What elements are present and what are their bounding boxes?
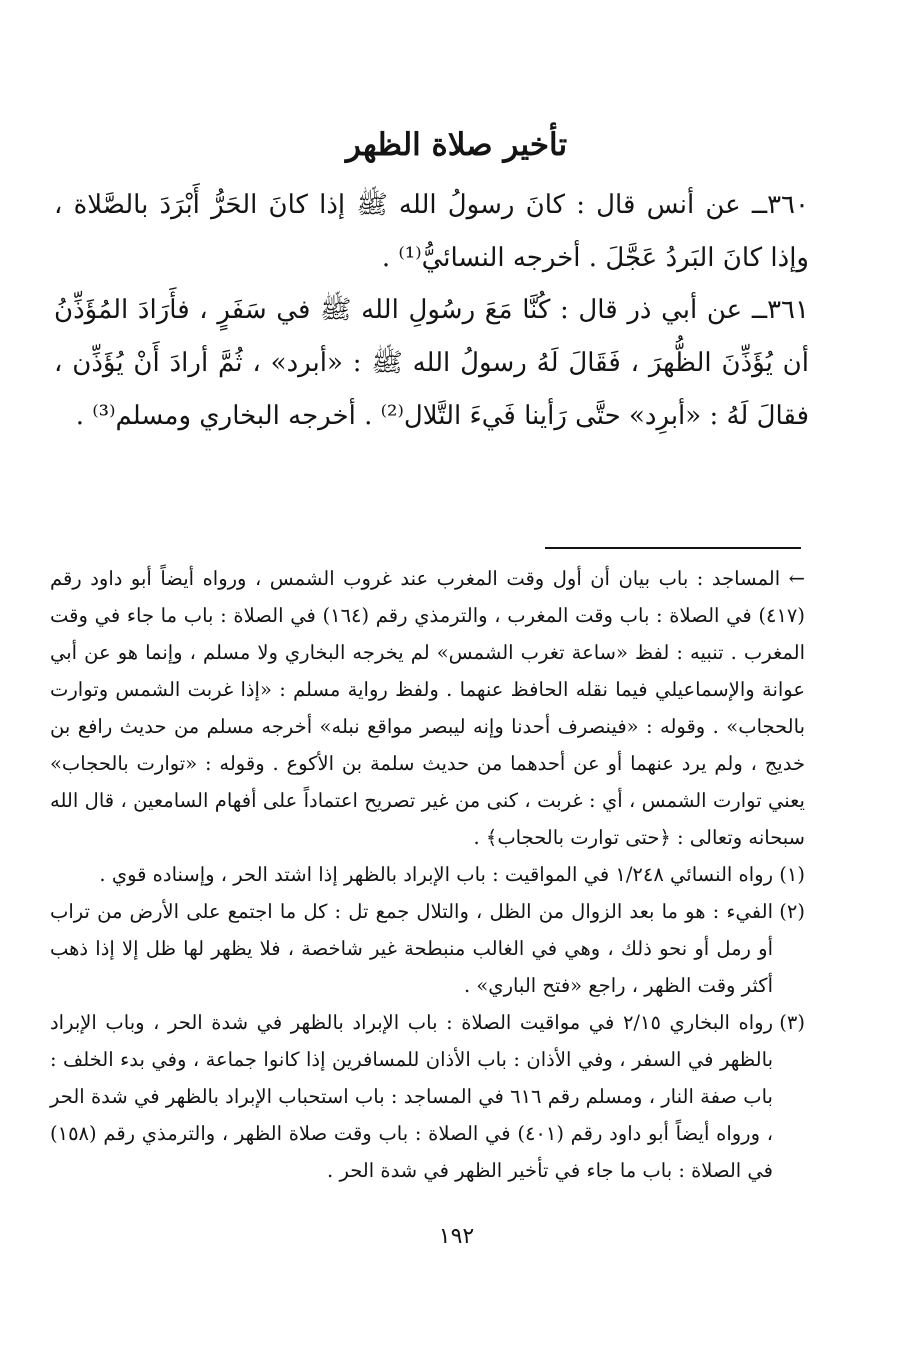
footnote-2-number: (٢)	[779, 900, 805, 923]
footnote-continued-text: ← المساجد : باب بيان أن أول وقت المغرب عند غروب الشمس ، ورواه أيضاً أبو داود رقم (٤١٧) في الصلاة : باب وقت المغرب ، والترمذي رقم (١٦٤) في الصلاة : باب ما جاء في وقت المغرب . تنبيه : لفظ «ساعة تغرب الشمس» لم يخرجه البخاري ولا مسلم ، وإنما هو عن أبي عوانة والإسماعيلي فيما نقله الحافظ عنهما . ولفظ رواية مسلم : «إذا غربت الشمس وتوارت بالحجاب» . وقوله : «فينصرف أحدنا وإنه ليبصر مواقع نبله» أخرجه مسلم من حديث رافع بن خديج ، ولم يرد عنهما أو عن أحدهما من حديث سلمة بن الأكوع . وقوله : «توارت بالحجاب» يعني توارت الشمس ، أي : غربت ، كنى من غير تصريح اعتماداً على أفهام السامعين ، قال الله سبحانه وتعالى : ﴿حتى توارت بالحجاب﴾ .	[50, 567, 806, 849]
footnote-1-text: رواه النسائي ١/٢٤٨ في المواقيت : باب الإبراد بالظهر إذا اشتد الحر ، وإسناده قوي .	[99, 863, 773, 886]
footnote-2	[50, 893, 805, 1004]
footnote-1-number: (١)	[779, 863, 805, 886]
hadith-361-text: ٣٦١ــ عن أبي ذر قال : كُنَّا مَعَ رسُولِ الله ﷺ في سَفَرٍ ، فأَرَادَ المُؤَذِّنُ أن يُؤَذِّنَ الظُّهرَ ، فَقَالَ لَهُ رسولُ الله ﷺ : «أبرد» ، ثُمَّ أرادَ أَنْ يُؤَذِّن ، فقالَ لَهُ : «أبرِد» حتَّى رَأينا فَيءَ التَّلال⁽²⁾ . أخرجه البخاري ومسلم⁽³⁾ .	[54, 295, 809, 431]
footnote-3	[50, 1004, 805, 1189]
footnote-2-text: الفيء : هو ما بعد الزوال من الظل ، والتلال جمع تل : كل ما اجتمع على الأرض من تراب أو رمل أو نحو ذلك ، وهي في الغالب منبطحة غير شاخصة ، فلا يظهر لها ظل إلا إذا ذهب أكثر وقت الظهر ، راجع «فتح الباري» .	[50, 900, 773, 997]
footnote-3-text: رواه البخاري ٢/١٥ في مواقيت الصلاة : باب الإبراد بالظهر في شدة الحر ، وباب الإبراد بالظهر في السفر ، وفي الأذان : باب الأذان للمسافرين إذا كانوا جماعة ، وفي بدء الخلف : باب صفة النار ، ومسلم رقم ٦١٦ في المساجد : باب استحباب الإبراد بالظهر في شدة الحر ، ورواه أيضاً أبو داود رقم (٤٠١) في الصلاة : باب وقت صلاة الظهر ، والترمذي رقم (١٥٨) في الصلاة : باب ما جاء في تأخير الظهر في شدة الحر .	[50, 1011, 773, 1182]
footnote-3-number: (٣)	[779, 1011, 805, 1034]
page-number: ١٩٢	[438, 1224, 475, 1249]
hadith-360-text: ٣٦٠ــ عن أنس قال : كانَ رسولُ الله ﷺ إذا كانَ الحَرُّ أَبْرَدَ بالصَّلاة ، وإذا كانَ البَردُ عَجَّلَ . أخرجه النسائيُّ⁽¹⁾ .	[54, 190, 809, 273]
footnote-separator-line	[545, 547, 801, 549]
footnotes-section	[50, 560, 805, 1189]
footnote-1	[50, 856, 805, 893]
chapter-title: تأخير صلاة الظهر	[345, 127, 568, 163]
